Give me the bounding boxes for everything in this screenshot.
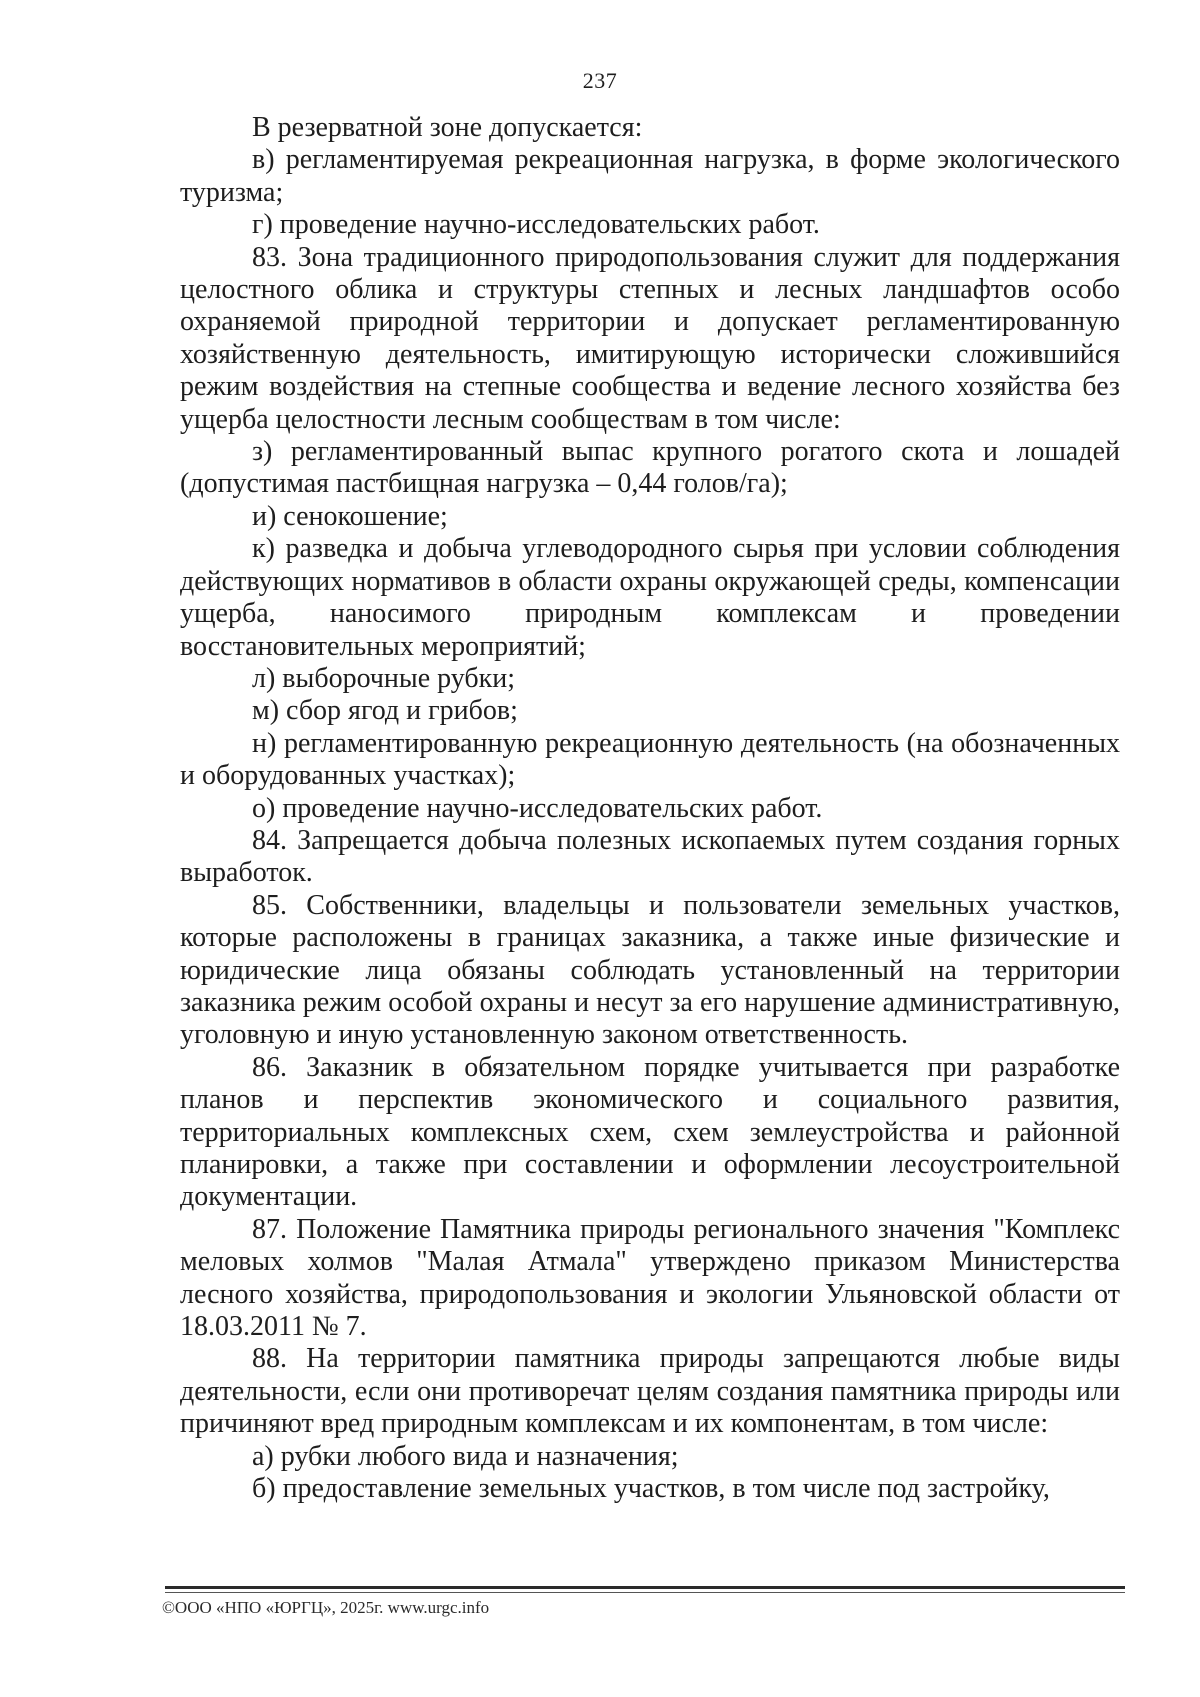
paragraph-86: 86. Заказник в обязательном порядке учитывается при разработке планов и перспектив экономического и социального развития, территориальных комплексных схем, схем землеустройства и районной планировки, а также при составлении и оформлении лесоустроительной документации.	[180, 1051, 1120, 1213]
list-item-o: о) проведение научно-исследовательских работ.	[252, 792, 823, 824]
list-item-b: б) предоставление земельных участков, в том числе под застройку,	[252, 1473, 1050, 1505]
footer-divider-thin	[165, 1592, 1125, 1593]
list-item-k: к) разведка и добыча углеводородного сырья при условии соблюдения действующих нормативов в области охраны окружающей среды, компенсации ущерба, наносимого природным комплексам и проведении восстановительных мероприятий;	[180, 533, 1120, 662]
list-item-m: м) сбор ягод и грибов;	[252, 695, 518, 727]
footer-divider	[165, 1586, 1125, 1589]
list-item-z: з) регламентированный выпас крупного рогатого скота и лошадей (допустимая пастбищная нагрузка – 0,44 голов/га);	[180, 436, 1120, 500]
paragraph-84: 84. Запрещается добыча полезных ископаемых путем создания горных выработок.	[180, 824, 1120, 889]
list-item-a: а) рубки любого вида и назначения;	[252, 1440, 679, 1472]
list-item-l: л) выборочные рубки;	[252, 662, 516, 694]
list-item-i: и) сенокошение;	[252, 500, 448, 532]
paragraph-83: 83. Зона традиционного природопользования служит для поддержания целостного облика и структуры степных и лесных ландшафтов особо охраняемой природной территории и допускает регламентированную хозяйственную деятельность, имитирующую исторически сложившийся режим воздействия на степные сообщества и ведение лесного хозяйства без ущерба целостности лесным сообществам в том числе:	[180, 241, 1120, 435]
page-number: 237	[582, 68, 618, 93]
list-item-v: в) регламентируемая рекреационная нагрузка, в форме экологического туризма;	[180, 144, 1120, 208]
paragraph-85: 85. Собственники, владельцы и пользователи земельных участков, которые расположены в границах заказника, а также иные физические и юридические лица обязаны соблюдать установленный на территории заказника режим особой охраны и несут за его нарушение административную, уголовную и иную установленную законом ответственность.	[180, 889, 1121, 1051]
footer-copyright: ©ООО «НПО «ЮРГЦ», 2025г. www.urgc.info	[162, 1598, 490, 1617]
paragraph-88: 88. На территории памятника природы запрещаются любые виды деятельности, если они противоречат целям создания памятника природы или причиняют вред природным комплексам и их компонентам, в том числе:	[180, 1343, 1120, 1440]
paragraph-87: 87. Положение Памятника природы регионального значения "Комплекс меловых холмов "Малая Атмала" утверждено приказом Министерства лесного хозяйства, природопользования и экологии Ульяновской области от 18.03.2011 № 7.	[180, 1213, 1120, 1343]
paragraph-reserve-zone-intro: В резерватной зоне допускается:	[252, 112, 643, 143]
list-item-g: г) проведение научно-исследовательских работ.	[252, 209, 820, 241]
list-item-n: н) регламентированную рекреационную деятельность (на обозначенных и оборудованных участках);	[180, 727, 1120, 792]
document-body	[180, 112, 1120, 1505]
